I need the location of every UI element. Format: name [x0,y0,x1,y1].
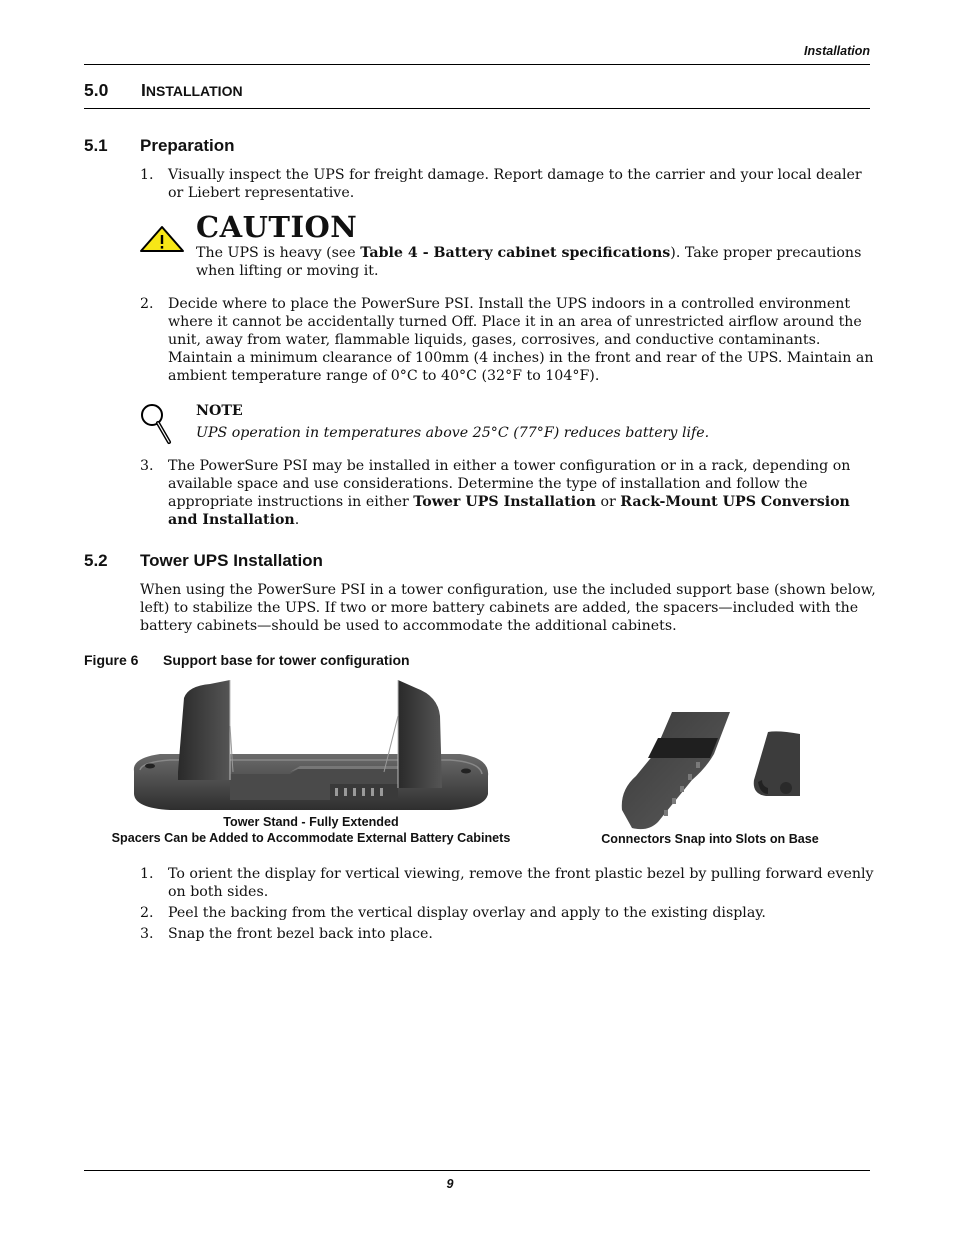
figure-title: Support base for tower configuration [163,652,410,668]
tower-stand-illustration [130,676,492,821]
note-title: NOTE [196,403,243,419]
caption-spacers: Spacers Can be Added to Accommodate External Battery Cabinets [111,831,511,845]
step-text: Visually inspect the UPS for freight damage. Report damage to the carrier and your local dealer or Liebert representative. [168,167,862,201]
step-number: 2. [140,905,154,921]
warning-triangle-icon [139,225,185,258]
step-number: 1. [140,167,154,183]
caution-title: CAUTION [196,210,358,244]
step-number: 3. [140,458,154,474]
step-number: 1. [140,866,154,882]
step-text: Decide where to place the PowerSure PSI. Install the UPS indoors in a controlled environment where it cannot be accidentally turned Off. Place it in an area of unrestricted airflow around the unit, away from water, flammable liquids, gases, corrosives, and conductive contaminants. Maintain a minimum clearance of 100mm (4 inches) in the front and rear of the UPS. Maintain an ambient temperature range of 0°C to 40°C (32°F to 104°F). [168,296,874,384]
step-number: 3. [140,926,154,942]
subsection-title-preparation: Preparation [140,136,235,155]
subsection-title-tower: Tower UPS Installation [140,551,323,570]
page-number: 9 [446,1177,454,1191]
step-text: To orient the display for vertical viewing, remove the front plastic bezel by pulling forward evenly on both sides. [168,866,874,900]
step-number: 2. [140,296,154,312]
header-rule [84,64,870,65]
note-text: UPS operation in temperatures above 25°C (77°F) reduces battery life. [196,425,710,441]
caption-tower-stand: Tower Stand - Fully Extended [223,815,399,829]
running-header: Installation [804,44,870,58]
subsection-number-5-2: 5.2 [84,551,108,570]
section-title: INSTALLATION [141,80,243,100]
subsection-number-5-1: 5.1 [84,136,108,155]
figure-label: Figure 6 [84,652,139,668]
caution-text: The UPS is heavy (see Table 4 - Battery cabinet specifications). Take proper precautions when lifting or moving it. [196,245,862,279]
step-text: The PowerSure PSI may be installed in either a tower configuration or in a rack, depending on available space and use considerations. Determine the type of installation and follow the appropriate instructions in either Tower UPS Installation or Rack-Mount UPS Conversion and Installation. [168,458,851,528]
footer-rule [84,1170,870,1171]
section-rule [84,108,870,109]
paragraph: When using the PowerSure PSI in a tower configuration, use the included support base (shown below, left) to stabilize the UPS. If two or more battery cabinets are added, the spacers—included with the battery cabinets—should be used to accommodate the additional cabinets. [140,582,876,634]
step-text: Peel the backing from the vertical display overlay and apply to the existing display. [168,905,766,921]
section-number: 5.0 [84,80,109,100]
caption-connectors: Connectors Snap into Slots on Base [601,832,819,846]
step-text: Snap the front bezel back into place. [168,926,433,942]
connectors-illustration [618,710,802,837]
magnifier-icon [139,402,173,451]
